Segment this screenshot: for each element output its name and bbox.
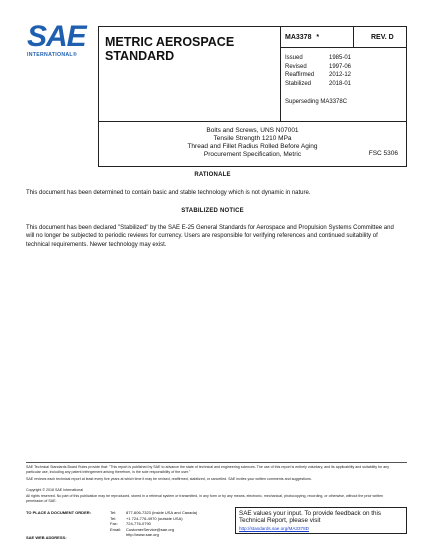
footer-rule: [26, 462, 407, 463]
order-row-tel-intl: Tel: +1 724-776-4970 (outside USA): [110, 515, 183, 521]
subject-box: [98, 121, 407, 167]
order-row-web[interactable]: http://www.sae.org: [126, 532, 159, 538]
date-row-stabilized: Stabilized 2018-01: [285, 80, 352, 87]
title-line-1: METRIC AEROSPACE: [105, 35, 235, 49]
logo-mark: SAE: [27, 20, 86, 53]
rationale-heading: RATIONALE: [194, 172, 231, 178]
feedback-line-1: SAE values your input. To provide feedback on this: [239, 510, 381, 517]
divider-rev: [353, 27, 354, 47]
date-row-revised: Revised 1997-06: [285, 63, 352, 70]
sae-logo: [27, 22, 91, 68]
document-type-title: [105, 35, 234, 63]
document-mark: *: [316, 34, 320, 41]
fsc-code: FSC 5306: [368, 150, 398, 157]
date-row-reaffirmed: Reaffirmed 2012-12: [285, 72, 352, 79]
subject-line-4: Procurement Specification, Metric: [203, 151, 302, 158]
document-header-box: [98, 26, 407, 122]
superseding-note: Superseding MA3378C: [285, 99, 348, 105]
revision-label: REV. D: [371, 34, 394, 41]
title-line-2: STANDARD: [105, 49, 175, 63]
document-number: [285, 34, 319, 41]
order-label: TO PLACE A DOCUMENT ORDER:: [26, 510, 91, 515]
subject-line-2: Tensile Strength 1210 MPa: [213, 135, 292, 142]
web-address-label: SAE WEB ADDRESS:: [26, 535, 67, 540]
footer-rules-text: SAE Technical Standards Board Rules provide that: "This report is published by SAE to advance the state of technical and engineering sciences. The use of this report is entirely voluntary, and its applicability and suitability for any particular use, including any patent infringement arising therefrom, is the sole responsibility of the user.": [26, 465, 390, 474]
divider-horizontal: [280, 47, 407, 48]
order-row-email[interactable]: Email: CustomerService@sae.org: [110, 526, 175, 532]
logo-subtitle: INTERNATIONAL®: [27, 52, 77, 58]
rationale-text: This document has been determined to contain basic and stable technology which is not dynamic in nature.: [26, 190, 311, 196]
document-id: MA3378: [285, 34, 312, 41]
feedback-link[interactable]: http://standards.sae.org/MA3378D: [239, 525, 309, 531]
subject-line-3: Thread and Fillet Radius Rolled Before Aging: [187, 143, 318, 150]
date-list: [285, 54, 351, 88]
order-row-fax: Fax: 724-776-0790: [110, 521, 151, 527]
footer-rights-text: All rights reserved. No part of this publication may be reproduced, stored in a retrieval system or transmitted, in any form or by any means, electronic, mechanical, photocopying, recording, or otherwise, without the prior written permission of SAE.: [26, 494, 384, 503]
subject-line-1: Bolts and Screws, UNS N07001: [206, 127, 299, 134]
footer-copyright: Copyright © 2018 SAE International: [26, 488, 83, 492]
order-contact-list: [110, 510, 197, 538]
feedback-box: [235, 507, 407, 534]
footer-review-text: SAE reviews each technical report at least every five years at which time it may be revised, reaffirmed, stabilized, or cancelled. SAE invites your written comments and suggestions.: [26, 477, 312, 481]
stabilized-heading: STABILIZED NOTICE: [181, 208, 244, 214]
stabilized-text: This document has been declared "Stabilized" by the SAE E-25 General Standards for Aerospace and Propulsion Systems Committee and will no longer be subjected to periodic reviews for currency. Users are responsible for verifying references and continued suitability of technical requirements. Newer technology may exist.: [26, 225, 394, 248]
date-row-issued: Issued 1985-01: [285, 55, 352, 61]
order-row-tel-us: Tel: 877-606-7323 (inside USA and Canada): [110, 510, 198, 515]
divider-vertical: [280, 27, 281, 121]
feedback-line-2: Technical Report, please visit: [239, 517, 321, 525]
